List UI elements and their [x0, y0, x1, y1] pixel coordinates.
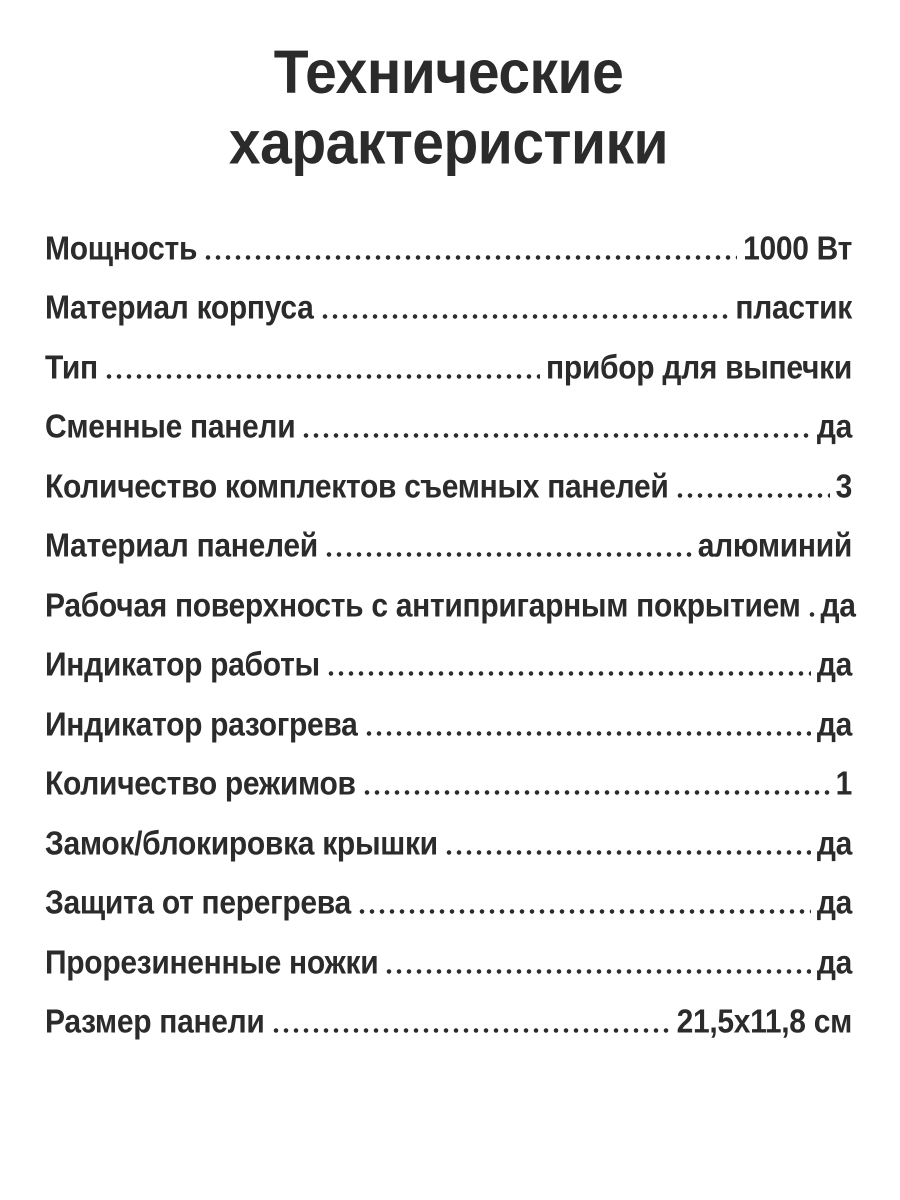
- spec-row: [45, 281, 852, 341]
- spec-value: да: [820, 587, 856, 624]
- spec-label: Замок/блокировка крышки: [45, 825, 438, 862]
- spec-row: [45, 519, 852, 579]
- spec-label: Рабочая поверхность с антипригарным покрытием: [45, 587, 801, 624]
- spec-label: Материал панелей: [45, 528, 318, 565]
- spec-value: да: [816, 409, 852, 446]
- spec-row: [45, 460, 852, 520]
- spec-value: 1000 Вт: [743, 230, 852, 267]
- dotted-leader: [357, 909, 811, 914]
- spec-row: [45, 817, 852, 877]
- spec-label: Прорезиненные ножки: [45, 944, 379, 981]
- spec-label: Индикатор разогрева: [45, 706, 358, 743]
- spec-label: Сменные панели: [45, 409, 296, 446]
- dotted-leader: [675, 493, 830, 498]
- spec-row: [45, 995, 852, 1055]
- spec-label: Индикатор работы: [45, 647, 320, 684]
- dotted-leader: [326, 671, 811, 676]
- dotted-leader: [203, 255, 737, 260]
- spec-label: Материал корпуса: [45, 290, 314, 327]
- spec-label: Размер панели: [45, 1004, 265, 1041]
- dotted-leader: [104, 374, 540, 379]
- spec-value: 21,5х11,8 см: [676, 1004, 852, 1041]
- spec-label: Защита от перегрева: [45, 885, 351, 922]
- dotted-leader: [324, 552, 692, 557]
- spec-row: [45, 936, 852, 996]
- spec-label: Количество комплектов съемных панелей: [45, 468, 669, 505]
- spec-label: Тип: [45, 349, 98, 386]
- page-title: Технические характеристики: [228, 38, 669, 178]
- dotted-leader: [362, 790, 830, 795]
- dotted-leader: [320, 314, 730, 319]
- spec-value: прибор для выпечки: [546, 349, 852, 386]
- dotted-leader: [301, 433, 811, 438]
- spec-value: 3: [835, 468, 852, 505]
- spec-row: [45, 698, 852, 758]
- spec-row: [45, 876, 852, 936]
- dotted-leader: [444, 850, 811, 855]
- dotted-leader: [364, 731, 811, 736]
- spec-value: да: [816, 706, 852, 743]
- spec-value: алюминий: [697, 528, 852, 565]
- dotted-leader: [271, 1028, 671, 1033]
- spec-value: да: [816, 647, 852, 684]
- spec-label: Количество режимов: [45, 766, 356, 803]
- spec-value: да: [816, 885, 852, 922]
- spec-value: да: [816, 944, 852, 981]
- spec-row: [45, 341, 852, 401]
- spec-row: [45, 222, 852, 282]
- spec-row: [45, 638, 852, 698]
- spec-value: пластик: [735, 290, 852, 327]
- spec-label: Мощность: [45, 230, 198, 267]
- spec-row: [45, 579, 856, 639]
- spec-value: 1: [835, 766, 852, 803]
- dotted-leader: [384, 969, 811, 974]
- spec-row: [45, 757, 852, 817]
- dotted-leader: [807, 612, 815, 617]
- spec-value: да: [816, 825, 852, 862]
- spec-list: [45, 222, 856, 1055]
- spec-row: [45, 400, 852, 460]
